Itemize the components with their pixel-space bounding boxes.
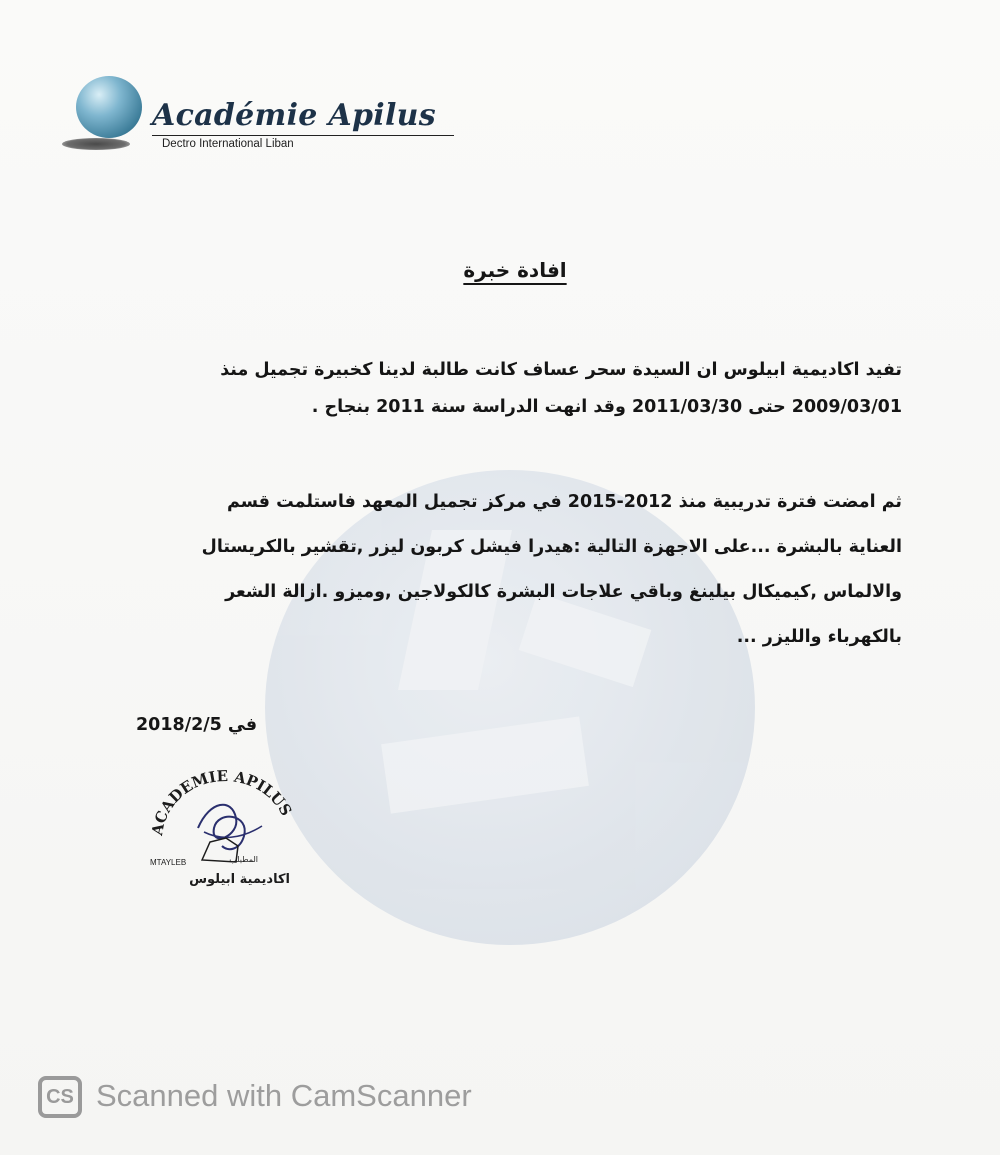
paragraph-line: تفيد اكاديمية ابيلوس ان السيدة سحر عساف كانت طالبة لدينا كخبيرة تجميل منذ	[220, 360, 902, 380]
camscanner-icon: CS	[38, 1076, 82, 1118]
paragraph-line: العناية بالبشرة ...على الاجهزة التالية :هيدرا فيشل كربون ليزر ,تقشير بالكريستال	[201, 537, 902, 557]
paragraph-line: ثم امضت فترة تدريبية منذ 2012-2015 في مركز تجميل المعهد فاستلمت قسم	[226, 492, 902, 512]
logo-subtitle: Dectro International Liban	[162, 138, 294, 150]
academie-logo	[60, 72, 460, 157]
stamp-arc-text: ACADEMIE APILUS	[148, 770, 296, 837]
academy-stamp	[140, 770, 310, 895]
paragraph-study	[170, 352, 902, 426]
globe-icon	[76, 76, 142, 138]
signature-scribble	[198, 805, 245, 849]
paragraph-line: والالماس ,كيميكال بيلينغ وباقي علاجات البشرة كالكولاجين ,وميزو .ازالة الشعر	[225, 582, 902, 602]
document-date: في 2018/2/5	[136, 715, 258, 735]
document-title: افادة خبرة	[463, 258, 567, 282]
stamp-arabic-name: اكاديمية ابيلوس	[189, 872, 290, 887]
logo-brand-name: Académie Apilus	[152, 98, 436, 133]
logo-underline	[152, 135, 454, 136]
camscanner-text: Scanned with CamScanner	[96, 1078, 472, 1113]
globe-shadow	[62, 138, 130, 150]
paragraph-training	[170, 480, 902, 660]
stamp-left-text: MTAYLEB	[150, 858, 187, 867]
paragraph-line: بالكهرباء والليزر ...	[736, 627, 902, 647]
paragraph-line: 2009/03/01 حتى 2011/03/30 وقد انهت الدراسة سنة 2011 بنجاح .	[311, 397, 902, 417]
stamp-right-text: المطيلب	[229, 855, 258, 864]
